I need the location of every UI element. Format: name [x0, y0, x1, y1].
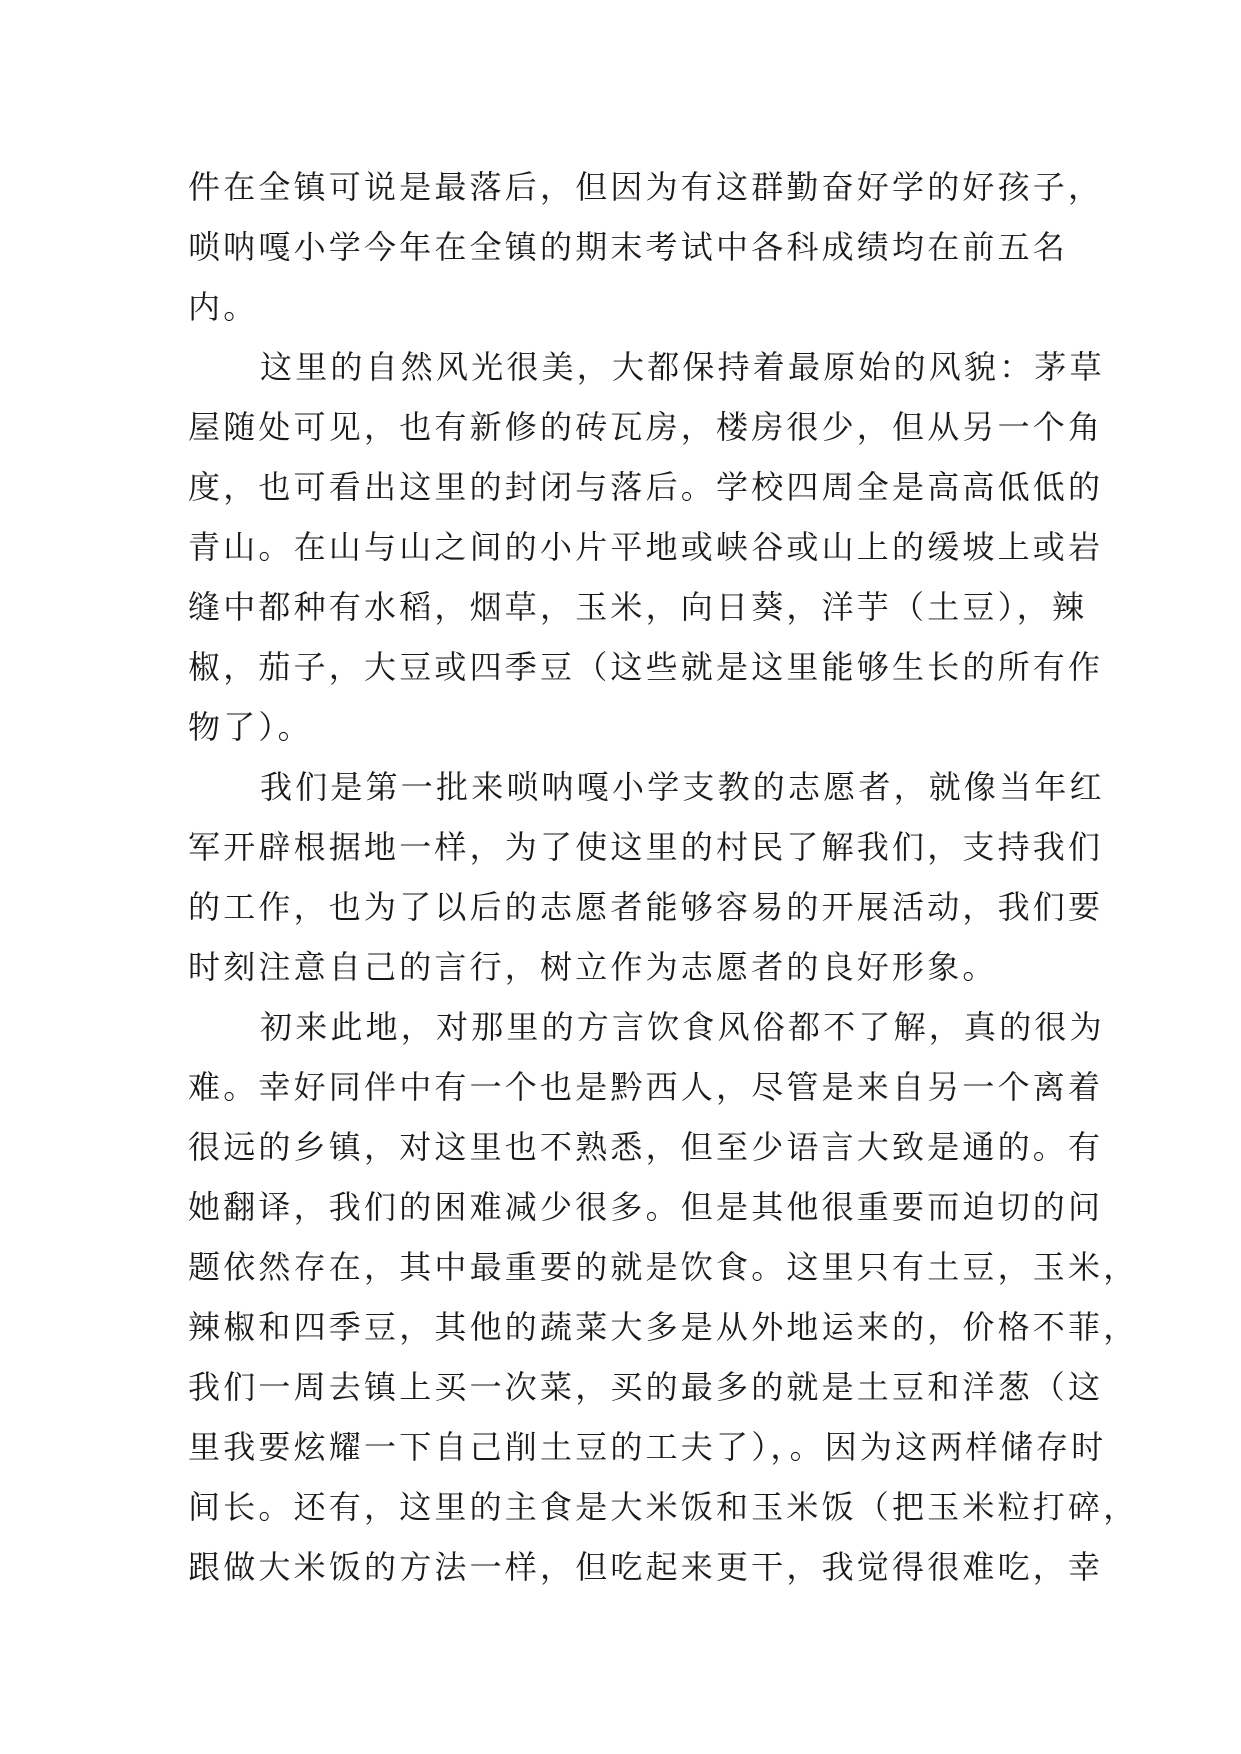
paragraph-first-line: 这里的自然风光很美，大都保持着最原始的风貌：茅草	[260, 348, 1105, 386]
text-line: 青山。在山与山之间的小片平地或峡谷或山上的缓坡上或岩	[188, 528, 1104, 566]
paragraph-first-line: 初来此地，对那里的方言饮食风俗都不了解，真的很为	[260, 1008, 1105, 1046]
paragraph-first-line: 我们是第一批来唢呐嘎小学支教的志愿者，就像当年红	[260, 768, 1105, 806]
text-line: 跟做大米饭的方法一样，但吃起来更干，我觉得很难吃，幸	[188, 1548, 1104, 1586]
text-line: 件在全镇可说是最落后，但因为有这群勤奋好学的好孩子，	[188, 168, 1104, 206]
text-line: 我们一周去镇上买一次菜，买的最多的就是土豆和洋葱（这	[188, 1368, 1104, 1406]
text-line: 军开辟根据地一样，为了使这里的村民了解我们，支持我们	[188, 828, 1104, 866]
text-line: 她翻译，我们的困难减少很多。但是其他很重要而迫切的问	[188, 1188, 1104, 1226]
text-line: 时刻注意自己的言行，树立作为志愿者的良好形象。	[188, 948, 998, 986]
text-line: 难。幸好同伴中有一个也是黔西人，尽管是来自另一个离着	[188, 1068, 1104, 1106]
text-line: 唢呐嘎小学今年在全镇的期末考试中各科成绩均在前五名	[188, 228, 1069, 266]
text-line: 的工作，也为了以后的志愿者能够容易的开展活动，我们要	[188, 888, 1104, 926]
text-line: 椒，茄子，大豆或四季豆（这些就是这里能够生长的所有作	[188, 648, 1104, 686]
text-line: 物了）。	[188, 708, 313, 746]
text-line: 很远的乡镇，对这里也不熟悉，但至少语言大致是通的。有	[188, 1128, 1104, 1166]
body-text	[188, 157, 1139, 1597]
text-line: 内。	[188, 288, 259, 326]
text-line: 度，也可看出这里的封闭与落后。学校四周全是高高低低的	[188, 468, 1104, 506]
text-line: 辣椒和四季豆，其他的蔬菜大多是从外地运来的，价格不菲，	[188, 1308, 1139, 1346]
text-line: 缝中都种有水稻，烟草，玉米，向日葵，洋芋（土豆），辣	[188, 588, 1088, 626]
text-line: 题依然存在，其中最重要的就是饮食。这里只有土豆，玉米，	[188, 1248, 1139, 1286]
text-line: 屋随处可见，也有新修的砖瓦房，楼房很少，但从另一个角	[188, 408, 1104, 446]
text-line: 里我要炫耀一下自己削土豆的工夫了），。因为这两样储存时	[188, 1428, 1107, 1466]
text-line: 间长。还有，这里的主食是大米饭和玉米饭（把玉米粒打碎，	[188, 1488, 1139, 1526]
